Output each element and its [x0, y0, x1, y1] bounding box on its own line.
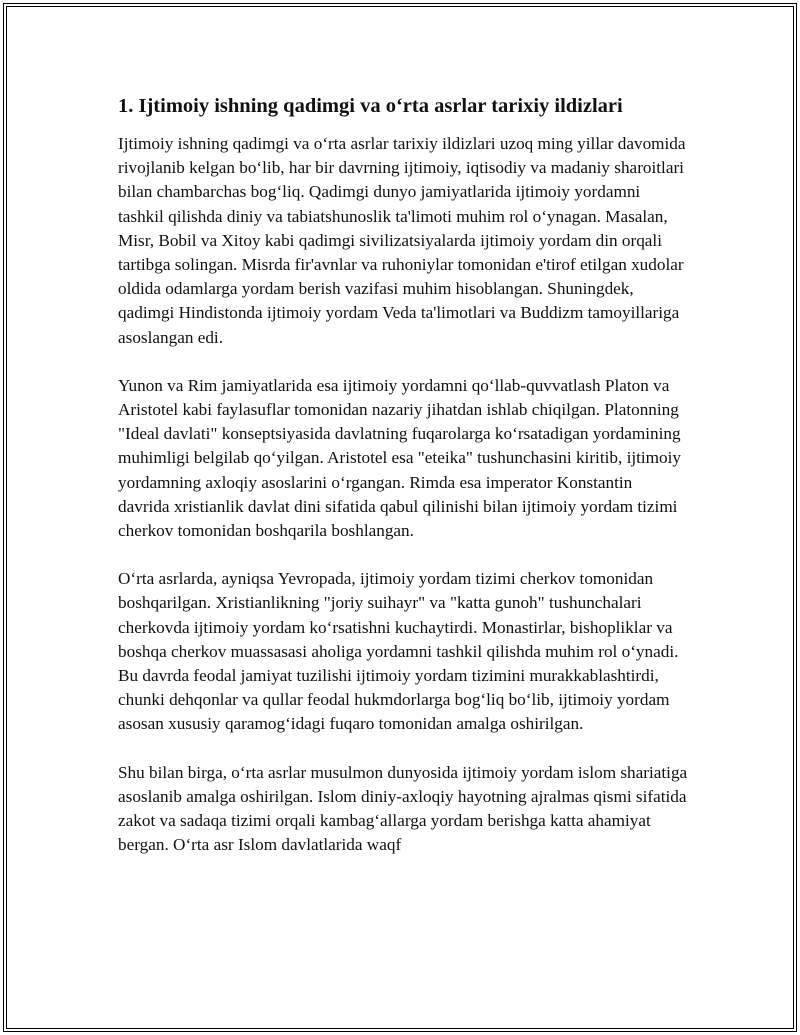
document-body	[118, 92, 688, 881]
section-heading: 1. Ijtimoiy ishning qadimgi va o‘rta asrlar tarixiy ildizlari	[118, 95, 623, 117]
paragraph-2: Yunon va Rim jamiyatlarida esa ijtimoiy yordamni qo‘llab-quvvatlash Platon va Aristotel kabi faylasuflar tomonidan nazariy jihatdan ishlab chiqilgan. Platonning "Ideal davlati" konseptsiyasida davlatning fuqarolarga ko‘rsatadigan yordamining muhimligi belgilab qo‘yilgan. Aristotel esa "eteika" tushunchasini kiritib, ijtimoiy yordamning axloqiy asoslarini o‘rgangan. Rimda esa imperator Konstantin davrida xristianlik davlat dini sifatida qabul qilinishi bilan ijtimoiy yordam tizimi cherkov tomonidan boshqarila boshlangan.	[118, 375, 681, 541]
paragraph-4: Shu bilan birga, o‘rta asrlar musulmon dunyosida ijtimoiy yordam islom shariatiga asoslanib amalga oshirilgan. Islom diniy-axloqiy hayotning ajralmas qismi sifatida zakot va sadaqa tizimi orqali kambag‘allarga yordam berishga katta ahamiyat bergan. O‘rta asr Islom davlatlarida waqf	[118, 762, 688, 855]
paragraph-3: O‘rta asrlarda, ayniqsa Yevropada, ijtimoiy yordam tizimi cherkov tomonidan boshqarilgan. Xristianlikning "joriy suihayr" va "katta gunoh" tushunchalari cherkovda ijtimoiy yordam ko‘rsatishni kuchaytirdi. Monastirlar, bishopliklar va boshqa cherkov muassasasi aholiga yordamni tashkil qilishda muhim rol o‘ynadi. Bu davrda feodal jamiyat tuzilishi ijtimoiy yordam tizimini murakkablashtirdi, chunki dehqonlar va qullar feodal hukmdorlarga bog‘liq bo‘lib, ijtimoiy yordam asosan xususiy qaramog‘idagi fuqaro tomonidan amalga oshirilgan.	[118, 569, 679, 734]
paragraph-1: Ijtimoiy ishning qadimgi va o‘rta asrlar tarixiy ildizlari uzoq ming yillar davomida rivojlanib kelgan bo‘lib, har bir davrning ijtimoiy, iqtisodiy va madaniy sharoitlari bilan chambarchas bog‘liq. Qadimgi dunyo jamiyatlarida ijtimoiy yordamni tashkil qilishda diniy va tabiatshunoslik ta'limoti muhim rol o‘ynagan. Masalan, Misr, Bobil va Xitoy kabi qadimgi sivilizatsiyalarda ijtimoiy yordam din orqali tartibga solingan. Misrda fir'avnlar va ruhoniylar tomonidan e'tirof etilgan xudolar oldida odamlarga yordam berish vazifasi muhim hisoblangan. Shuningdek, qadimgi Hindistonda ijtimoiy yordam Veda ta'limotlari va Buddizm tamoyillariga asoslangan edi.	[118, 134, 686, 347]
